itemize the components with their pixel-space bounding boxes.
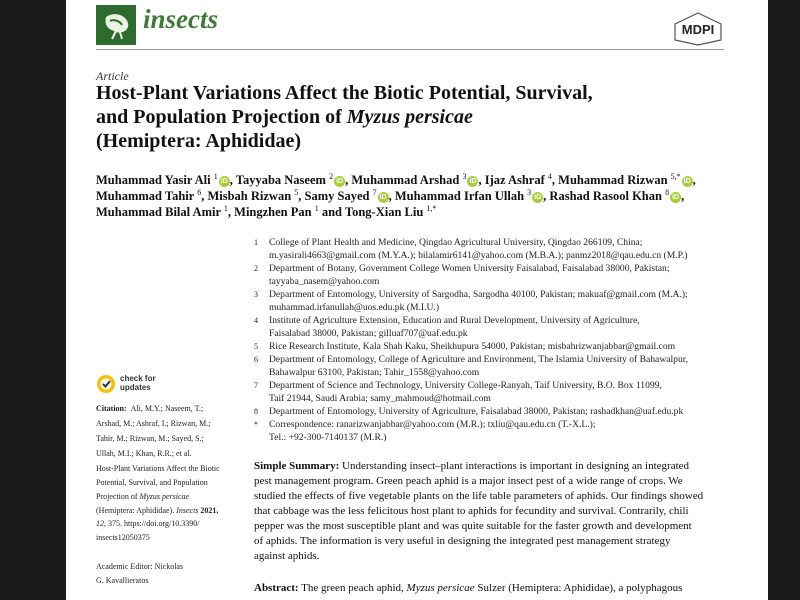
simple-summary-line: Simple Summary: Understanding insect–plant interactions is important in designing an integrated <box>254 460 690 472</box>
affiliation-line: m.yasirali4663@gmail.com (M.Y.A.); bilalamir6141@yahoo.com (M.B.A.); panmz2018@qau.edu.cn (M.P.) <box>269 250 688 261</box>
citation-line: Arshad, M.; Ashraf, I.; Rizwan, M.; <box>96 419 211 428</box>
paper-page <box>66 0 768 600</box>
affiliation-line: Correspondence: ranarizwanjabbar@yahoo.com (M.R.); txliu@qau.edu.cn (T.-X.L.); <box>269 419 596 430</box>
journal-name: insects <box>143 4 219 34</box>
affiliation-line: Department of Entomology, University of Agriculture, Faisalabad 38000, Pakistan; rashadkhan@uaf.edu.pk <box>269 406 684 417</box>
orcid-icon: iD <box>534 194 542 201</box>
affiliation-number: 2 <box>254 264 258 273</box>
orcid-icon: iD <box>379 194 387 201</box>
citation-line: Ullah, M.I.; Khan, R.R.; et al. <box>96 449 192 458</box>
header-divider <box>96 49 724 50</box>
affiliation-line: Faisalabad 38000, Pakistan; gilluaf707@uaf.edu.pk <box>269 328 468 339</box>
affiliation-number: 8 <box>254 407 258 416</box>
simple-summary-line: that cabbage was the less felicitous host plant to aphids for fecundity and survival. Contrarily, chili <box>254 505 689 517</box>
orcid-icon: iD <box>469 178 477 185</box>
affiliation-number: 3 <box>254 290 258 299</box>
affiliation-line: Department of Science and Technology, University College-Ranyah, Taif University, B.O. Box 11099, <box>269 380 662 391</box>
academic-editor: G. Kavallieratos <box>96 576 149 585</box>
simple-summary-line: studied the effects of five vegetable plants on the life table parameters of aphids. Our findings showed <box>254 490 704 502</box>
affiliation-line: Bahawalpur 63100, Pakistan; Tahir_1558@yahoo.com <box>269 367 480 378</box>
affiliation-line: Department of Entomology, University of Sargodha, Sargodha 40100, Pakistan; makuaf@gmail.com (M.A.); <box>269 289 688 300</box>
orcid-icon: iD <box>672 194 680 201</box>
citation-line: Host-Plant Variations Affect the Biotic <box>96 464 220 473</box>
affiliation-number: 7 <box>254 381 258 390</box>
affiliation-line: muhammad.irfanullah@uos.edu.pk (M.I.U.) <box>269 302 440 313</box>
citation-line: insects12050375 <box>96 533 150 542</box>
title-line-1: Host-Plant Variations Affect the Biotic Potential, Survival, <box>96 82 593 104</box>
affiliation-line: Department of Botany, Government College Women University Faisalabad, Faisalabad 38000, Pakistan; <box>269 263 670 274</box>
orcid-icon: iD <box>336 178 344 185</box>
affiliation-number: 1 <box>254 238 258 247</box>
citation-line: Potential, Survival, and Population <box>96 478 208 487</box>
affiliation-line: Institute of Agriculture Extension, Education and Rural Development, University of Agriculture, <box>269 315 640 326</box>
publisher-text: MDPI <box>681 22 715 37</box>
affiliation-line: Rice Research Institute, Kala Shah Kaku, Sheikhupura 54000, Pakistan; misbahrizwanjabbar@gmail.com <box>269 341 676 352</box>
affiliation-line: Department of Entomology, College of Agriculture and Environment, The Islamia University of Bahawalpur, <box>269 354 688 365</box>
simple-summary-line: against aphids. <box>254 550 320 562</box>
affiliation-line: tayyaba_nasem@yahoo.com <box>269 276 380 287</box>
citation-line: (Hemiptera: Aphididae). Insects 2021, <box>96 506 219 515</box>
simple-summary-line: pepper was the most susceptible plant and was quite suitable for the faster growth and development <box>254 520 692 532</box>
affiliation-number: 4 <box>254 316 258 325</box>
citation-line: Projection of Myzus persicae <box>96 492 190 501</box>
authors-line-2: Muhammad Tahir $^6$, Misbah Rizwan $^5$, Samy Sayed $^7$iD , Muhammad Irfan Ullah $^3$iD , Rashad Rasool Khan $^8$iD , <box>96 188 685 203</box>
citation-line: Tahir, M.; Rizwan, M.; Sayed, S.; <box>96 434 204 443</box>
affiliation-line: College of Plant Health and Medicine, Qingdao Agricultural University, Qingdao 266109, China; <box>269 237 643 248</box>
citation-line: Citation: Ali, M.Y.; Naseem, T.; <box>96 404 204 413</box>
authors-line-1: Muhammad Yasir Ali $^1$iD , Tayyaba Naseem $^2$iD , Muhammad Arshad $^3$iD , Ijaz Ashraf $^4$, Muhammad Rizwan $^{5,*}$iD , <box>96 172 696 187</box>
insect-logo-icon <box>96 5 136 45</box>
simple-summary-line: of aphids. The information is very useful in designing the integrated pest management strategy <box>254 535 671 547</box>
article-type: Article <box>96 69 129 83</box>
affiliation-line: Tel.: +92-300-7140137 (M.R.) <box>269 432 387 443</box>
orcid-icon: iD <box>683 178 691 185</box>
affiliation-line: Taif 21944, Saudi Arabia; samy_mahmoud@hotmail.com <box>269 393 491 404</box>
updates-label[interactable]: updates <box>120 383 151 392</box>
title-line-3: (Hemiptera: Aphididae) <box>96 130 301 152</box>
check-for-label[interactable]: check for <box>120 374 156 383</box>
citation-line: 12, 375. https://doi.org/10.3390/ <box>96 519 200 528</box>
title-line-2: and Population Projection of Myzus persicae <box>96 106 473 128</box>
abstract-line: Abstract: The green peach aphid, Myzus persicae Sulzer (Hemiptera: Aphididae), a polyphagous <box>254 582 683 594</box>
authors-line-3: Muhammad Bilal Amir $^1$, Mingzhen Pan $^1$ and Tong-Xian Liu $^{1,*}$ <box>96 204 437 219</box>
check-for-updates-icon[interactable] <box>96 374 116 394</box>
affiliation-number: 5 <box>254 342 258 351</box>
mdpi-logo <box>673 12 723 46</box>
academic-editor: Academic Editor: Nickolas <box>96 562 184 571</box>
affiliation-number: 6 <box>254 355 258 364</box>
simple-summary-line: pest management program. Green peach aphid is a major insect pest of a wide range of crops. We <box>254 475 683 487</box>
orcid-icon: iD <box>220 178 228 185</box>
affiliation-number: * <box>254 420 258 429</box>
